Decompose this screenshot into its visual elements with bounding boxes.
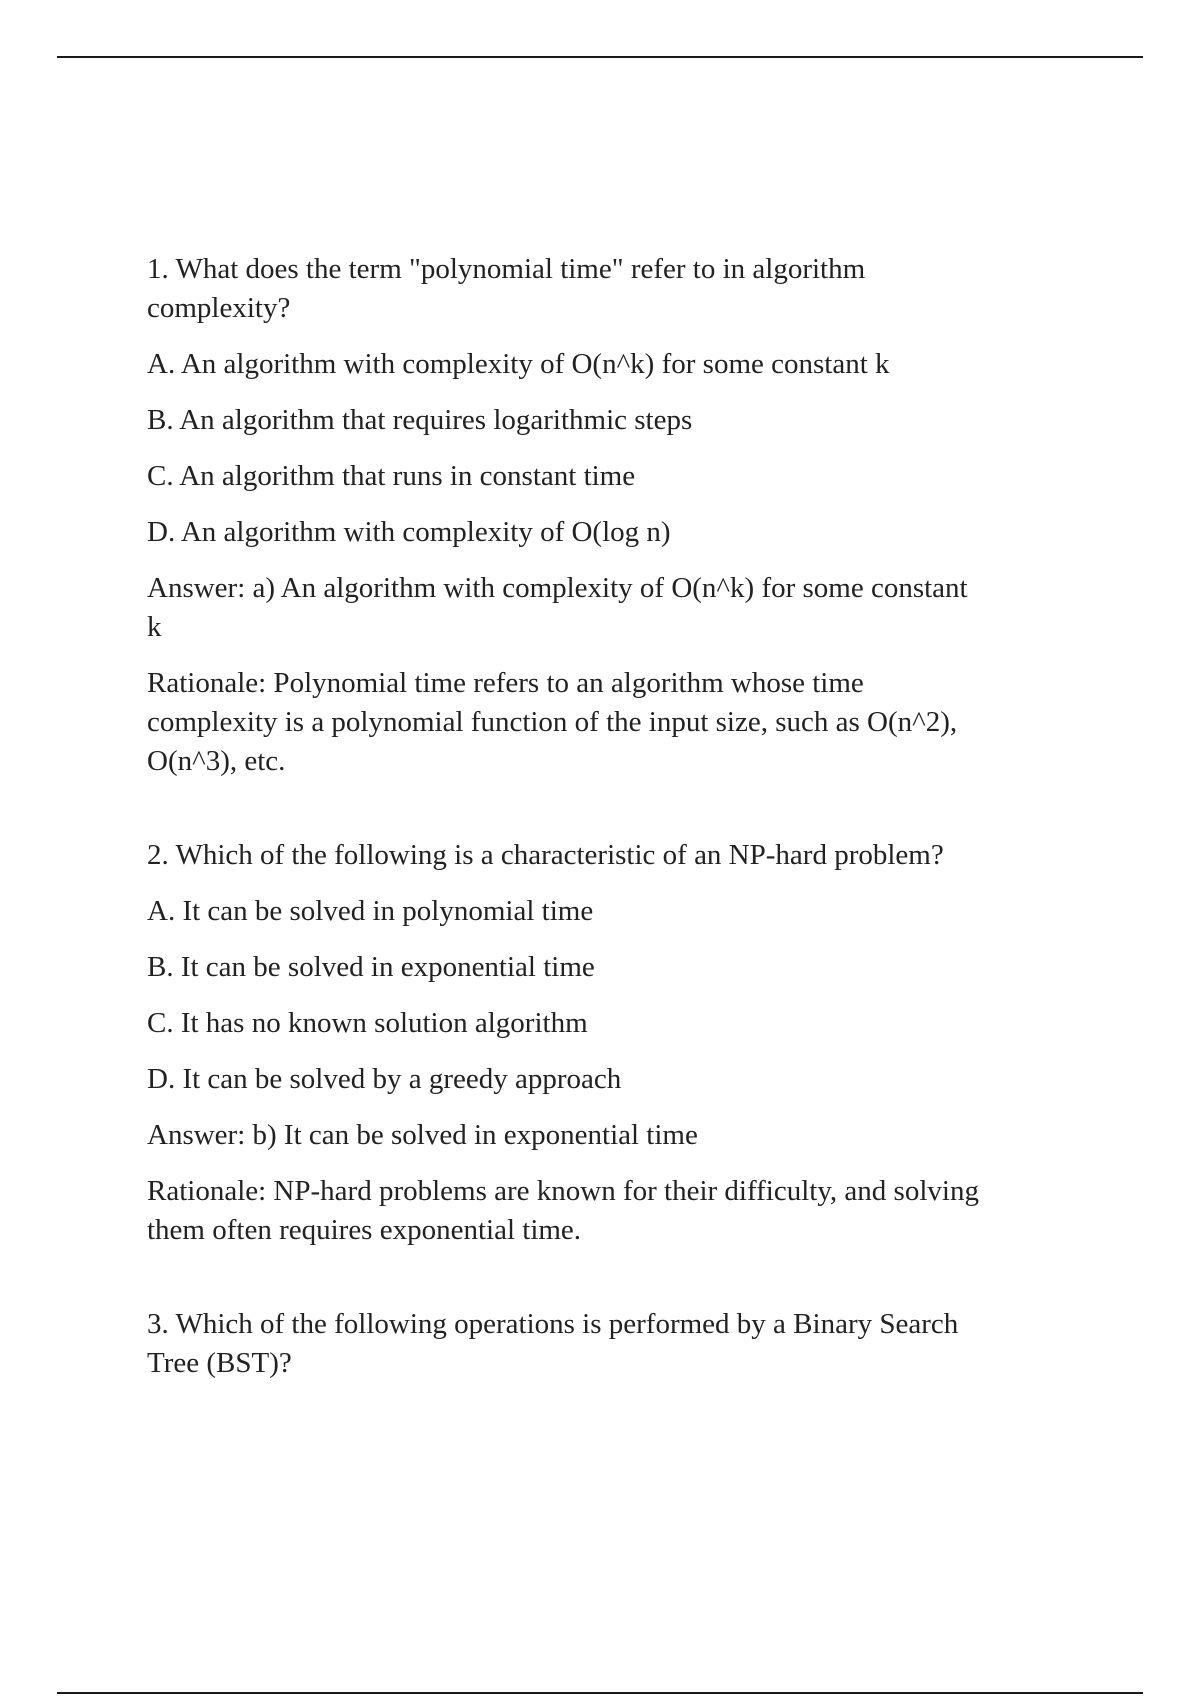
spacer	[147, 1267, 1097, 1305]
option-c: C. An algorithm that runs in constant time	[147, 460, 636, 492]
rationale	[147, 664, 1097, 781]
rationale-line: Rationale: Polynomial time refers to an algorithm whose time	[147, 667, 864, 699]
question-line: 2. Which of the following is a characteristic of an NP-hard problem?	[147, 839, 944, 871]
option-a: A. It can be solved in polynomial time	[147, 895, 594, 927]
question-2-text	[147, 836, 1097, 875]
rationale-line: complexity is a polynomial function of the input size, such as O(n^2),	[147, 706, 958, 738]
top-rule	[57, 56, 1143, 58]
document-body	[147, 250, 1097, 1400]
question-line: complexity?	[147, 292, 291, 324]
option-c: C. It has no known solution algorithm	[147, 1007, 588, 1039]
rationale-line: them often requires exponential time.	[147, 1214, 582, 1246]
spacer	[147, 798, 1097, 836]
option-d: D. It can be solved by a greedy approach	[147, 1063, 622, 1095]
question-1	[147, 250, 1097, 781]
question-2	[147, 836, 1097, 1250]
answer-line: Answer: a) An algorithm with complexity of O(n^k) for some constant	[147, 572, 968, 604]
answer-line: Answer: b) It can be solved in exponential time	[147, 1119, 698, 1151]
question-line: 1. What does the term "polynomial time" refer to in algorithm	[147, 253, 866, 285]
question-3	[147, 1305, 1097, 1383]
bottom-rule	[57, 1692, 1143, 1694]
option-d: D. An algorithm with complexity of O(log n)	[147, 516, 671, 548]
question-line: 3. Which of the following operations is performed by a Binary Search	[147, 1308, 959, 1340]
option-b: B. An algorithm that requires logarithmic steps	[147, 404, 693, 436]
option-a: A. An algorithm with complexity of O(n^k) for some constant k	[147, 348, 890, 380]
question-line: Tree (BST)?	[147, 1347, 292, 1379]
rationale-line: O(n^3), etc.	[147, 745, 286, 777]
answer-line: k	[147, 611, 162, 643]
question-3-text	[147, 1305, 1097, 1383]
option-b: B. It can be solved in exponential time	[147, 951, 595, 983]
answer	[147, 569, 1097, 647]
question-1-text	[147, 250, 1097, 328]
rationale	[147, 1172, 1097, 1250]
answer	[147, 1116, 1097, 1155]
rationale-line: Rationale: NP-hard problems are known for their difficulty, and solving	[147, 1175, 979, 1207]
